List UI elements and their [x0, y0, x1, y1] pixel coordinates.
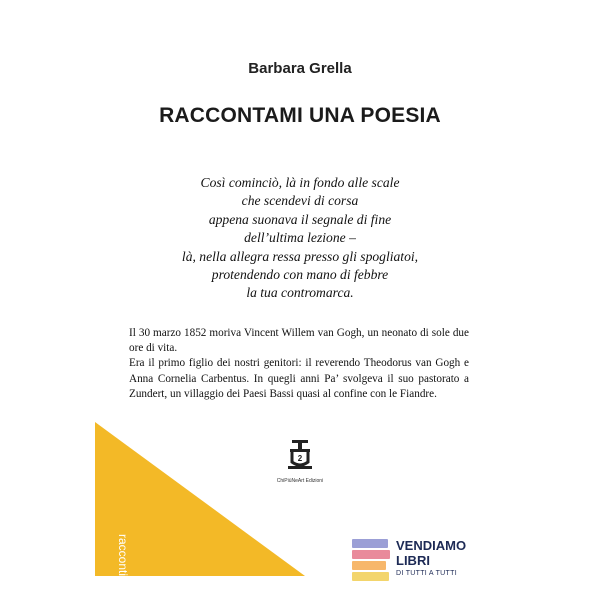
book-stripe	[352, 550, 390, 559]
poem-line: dell’ultima lezione –	[244, 230, 356, 246]
book-stripe	[352, 561, 386, 570]
poem-line: che scendevi di corsa	[241, 193, 359, 209]
prose-paragraph: Era il primo figlio dei nostri genitori: il reverendo Theodorus van Gogh e Anna Cornelia Carbentus. In quegli anni Pa’ svolgeva il suo pastorato a Zundert, un villaggio dei Paesi Bassi quasi al confine con le Fiandre.	[129, 357, 469, 400]
badge-line-3: DI TUTTI A TUTTI	[396, 570, 457, 577]
poem-line: Così cominciò, là in fondo alle scale	[200, 175, 400, 190]
author-name: Barbara Grella	[248, 60, 352, 77]
poem-excerpt	[95, 174, 505, 303]
poem-line: là, nella allegra ressa presso gli spogliatoi,	[181, 248, 419, 264]
publisher-logo	[272, 438, 328, 484]
svg-text:2: 2	[297, 454, 303, 463]
book-stripe	[352, 572, 389, 581]
stacked-books-icon	[352, 537, 392, 583]
book-cover	[95, 36, 505, 576]
badge-line-2: LIBRI	[396, 553, 430, 568]
poem-line: la tua contromarca.	[246, 285, 354, 301]
book-stripe	[352, 539, 388, 548]
publisher-name: ChiPiùNeArt Edizioni	[276, 478, 324, 484]
printing-press-icon	[283, 438, 317, 472]
badge-line-1: VENDIAMO	[396, 538, 467, 553]
prose-excerpt	[129, 326, 469, 402]
prose-paragraph: Il 30 marzo 1852 moriva Vincent Willem van Gogh, un neonato di sole due ore di vita.	[129, 327, 469, 355]
vendiamo-libri-badge	[352, 537, 472, 583]
poem-line: appena suonava il segnale di fine	[208, 211, 392, 227]
series-label: racconti	[116, 534, 130, 576]
poem-line: protendendo con mano di febbre	[211, 267, 389, 283]
book-title: RACCONTAMI UNA POESIA	[159, 104, 441, 127]
